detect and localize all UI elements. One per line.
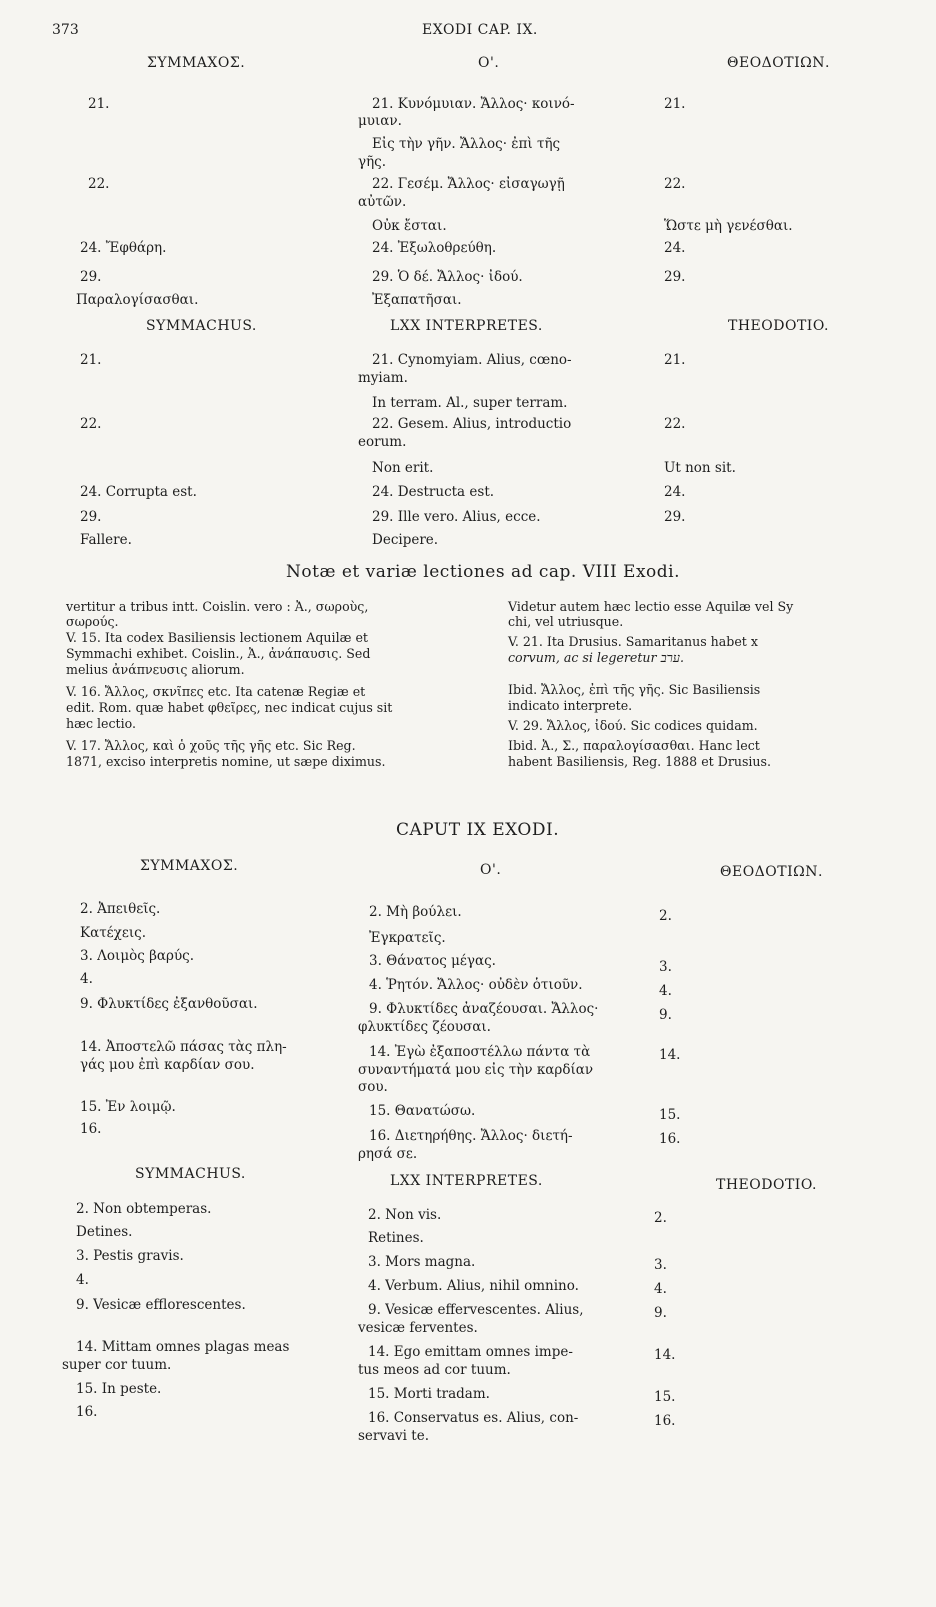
sec1-la-lxx-line: 29. Ille vero. Alius, ecce.	[372, 509, 541, 525]
sec2-lxx-line: 16. Διετηρήθης. Ἄλλος· διετή-	[369, 1128, 573, 1144]
sec2-la-sym-line: super cor tuum.	[62, 1357, 172, 1373]
caput-title: CAPUT IX EXODI.	[396, 820, 560, 840]
sec2-theo-line: 15.	[659, 1107, 681, 1123]
notes-right-line: Ibid. Ἀ., Σ., παραλογίσασθαι. Hanc lect	[508, 738, 760, 753]
notes-left-line: Symmachi exhibet. Coislin., Ἀ., ἀνάπαυσις. Sed	[66, 646, 371, 661]
sec2-sym-line: 4.	[80, 971, 93, 987]
notes-right-line: Videtur autem hæc lectio esse Aquilæ vel Sy	[508, 599, 794, 614]
sec1-gk-head-theodotion: ΘΕΟΔΟΤΙΩΝ.	[727, 55, 830, 71]
sec2-gk-head-theodotion: ΘΕΟΔΟΤΙΩΝ.	[720, 864, 823, 880]
sec2-la-lxx-line: 16. Conservatus es. Alius, con-	[368, 1410, 579, 1426]
notes-left-line: edit. Rom. quæ habet φθεῖρες, nec indicat cujus sit	[66, 700, 393, 715]
sec2-theo-line: 2.	[659, 908, 672, 924]
sec2-la-lxx-line: vesicæ ferventes.	[358, 1320, 478, 1336]
page-number: 373	[52, 22, 79, 38]
notes-right-line: indicato interprete.	[508, 698, 633, 713]
sec2-la-sym-line: 16.	[76, 1404, 98, 1420]
sec2-la-theo-line: 16.	[654, 1413, 676, 1429]
sec2-lxx-line: φλυκτίδες ζέουσαι.	[358, 1019, 491, 1035]
sec2-lxx-line: 14. Ἐγὼ ἐξαποστέλλω πάντα τὰ	[369, 1044, 591, 1060]
sec1-lxx-line: Εἰς τὴν γῆν. Ἄλλος· ἐπὶ τῆς	[372, 136, 561, 152]
sec2-la-lxx-line: Retines.	[368, 1230, 424, 1246]
sec1-sym-line: Παραλογίσασθαι.	[76, 292, 199, 308]
sec1-theo-line: 22.	[664, 176, 686, 192]
sec2-lxx-line: 2. Μὴ βούλει.	[369, 904, 462, 920]
notes-right-line: V. 29. Ἄλλος, ἰδού. Sic codices quidam.	[508, 718, 758, 733]
sec1-la-lxx-line: 21. Cynomyiam. Alius, cœno-	[372, 352, 572, 368]
sec2-sym-line: 9. Φλυκτίδες ἐξανθοῦσαι.	[80, 996, 258, 1012]
notes-right-line: Ibid. Ἄλλος, ἐπὶ τῆς γῆς. Sic Basiliensis	[508, 682, 761, 697]
notes-right-line: corvum, ac si legeretur ערב.	[508, 650, 684, 665]
sec2-lxx-line: 3. Θάνατος μέγας.	[369, 953, 496, 969]
sec1-la-sym-line: 21.	[80, 352, 102, 368]
sec2-la-lxx-line: 3. Mors magna.	[368, 1254, 476, 1270]
notes-left-line: melius ἀνάπνευσις aliorum.	[66, 662, 245, 677]
sec2-theo-line: 16.	[659, 1131, 681, 1147]
notes-left-line: V. 15. Ita codex Basiliensis lectionem Aquilæ et	[66, 630, 368, 645]
sec1-la-head-theodotio: THEODOTIO.	[728, 318, 829, 334]
sec2-lxx-line: σου.	[358, 1079, 388, 1095]
sec1-lxx-line: Ἐξαπατῆσαι.	[372, 292, 462, 308]
notes-left-line: σωρούς.	[66, 614, 119, 629]
sec2-lxx-line: 9. Φλυκτίδες ἀναζέουσαι. Ἄλλος·	[369, 1001, 599, 1017]
sec1-theo-line: Ὥστε μὴ γενέσθαι.	[664, 218, 793, 234]
sec1-theo-line: 29.	[664, 269, 686, 285]
sec1-theo-line: 21.	[664, 96, 686, 112]
sec2-la-head-symmachus: SYMMACHUS.	[135, 1166, 246, 1182]
sec2-la-theo-line: 4.	[654, 1281, 667, 1297]
sec1-sym-line: 24. Ἔφθάρη.	[80, 240, 167, 256]
sec2-la-sym-line: 9. Vesicæ efflorescentes.	[76, 1297, 246, 1313]
sec2-lxx-line: συναντήματά μου εἰς τὴν καρδίαν	[358, 1062, 594, 1078]
notes-right-line: V. 21. Ita Drusius. Samaritanus habet x	[508, 634, 758, 649]
sec2-la-sym-line: Detines.	[76, 1224, 133, 1240]
sec1-gk-head-lxx: Ο'.	[478, 55, 500, 71]
sec2-la-sym-line: 14. Mittam omnes plagas meas	[76, 1339, 290, 1355]
sec2-la-lxx-line: 9. Vesicæ effervescentes. Alius,	[368, 1302, 584, 1318]
sec2-sym-line: γάς μου ἐπὶ καρδίαν σου.	[80, 1057, 255, 1073]
sec2-sym-line: 16.	[80, 1121, 102, 1137]
sec1-la-theo-line: 24.	[664, 484, 686, 500]
notes-left-line: V. 17. Ἄλλος, καὶ ὁ χοῦς τῆς γῆς etc. Sic Reg.	[66, 738, 356, 753]
sec1-lxx-line: αὐτῶν.	[358, 194, 407, 210]
sec1-la-lxx-line: 22. Gesem. Alius, introductio	[372, 416, 572, 432]
sec2-sym-line: 3. Λοιμὸς βαρύς.	[80, 948, 195, 964]
sec2-la-sym-line: 3. Pestis gravis.	[76, 1248, 184, 1264]
sec2-la-theo-line: 14.	[654, 1347, 676, 1363]
sec2-sym-line: 2. Ἀπειθεῖς.	[80, 901, 161, 917]
sec2-lxx-line: ρησά σε.	[358, 1146, 418, 1162]
sec1-la-lxx-line: 24. Destructa est.	[372, 484, 495, 500]
sec2-la-lxx-line: 2. Non vis.	[368, 1207, 442, 1223]
sec1-la-head-symmachus: SYMMACHUS.	[146, 318, 257, 334]
notes-title: Notæ et variæ lectiones ad cap. VIII Exodi.	[286, 562, 681, 582]
sec1-lxx-line: 22. Γεσέμ. Ἄλλος· εἰσαγωγῇ	[372, 176, 565, 192]
notes-right-line: chi, vel utriusque.	[508, 614, 624, 629]
sec2-la-head-lxx: LXX INTERPRETES.	[390, 1173, 543, 1189]
sec2-sym-line: 14. Ἀποστελῶ πάσας τὰς πλη-	[80, 1039, 287, 1055]
sec2-gk-head-symmachus: ΣΥΜΜΑΧΟΣ.	[140, 858, 239, 874]
sec1-la-sym-line: 29.	[80, 509, 102, 525]
sec1-la-sym-line: Fallere.	[80, 532, 132, 548]
running-head: EXODI CAP. IX.	[422, 22, 538, 38]
sec2-la-lxx-line: 4. Verbum. Alius, nihil omnino.	[368, 1278, 579, 1294]
notes-left-line: V. 16. Ἄλλος, σκνῖπες etc. Ita catenæ Regiæ et	[66, 684, 366, 699]
sec1-lxx-line: μυιαν.	[358, 113, 402, 129]
sec2-theo-line: 9.	[659, 1007, 672, 1023]
sec1-la-lxx-line: In terram. Al., super terram.	[372, 395, 568, 411]
sec2-la-lxx-line: tus meos ad cor tuum.	[358, 1362, 511, 1378]
notes-left-line: hæc lectio.	[66, 716, 136, 731]
sec2-la-sym-line: 15. In peste.	[76, 1381, 162, 1397]
sec1-la-lxx-line: eorum.	[358, 434, 407, 450]
sec1-theo-line: 24.	[664, 240, 686, 256]
sec2-lxx-line: 4. Ῥητόν. Ἄλλος· οὐδὲν ὁτιοῦν.	[369, 977, 583, 993]
sec2-theo-line: 14.	[659, 1047, 681, 1063]
notes-right-line: habent Basiliensis, Reg. 1888 et Drusius.	[508, 754, 772, 769]
sec2-theo-line: 3.	[659, 959, 672, 975]
sec1-la-theo-line: 22.	[664, 416, 686, 432]
sec1-lxx-line: Οὐκ ἔσται.	[372, 218, 447, 234]
sec2-la-head-theodotio: THEODOTIO.	[716, 1177, 817, 1193]
sec1-sym-line: 29.	[80, 269, 102, 285]
sec2-theo-line: 4.	[659, 983, 672, 999]
sec1-lxx-line: γῆς.	[358, 154, 387, 170]
sec2-sym-line: Κατέχεις.	[80, 925, 146, 941]
sec2-la-theo-line: 9.	[654, 1305, 667, 1321]
sec1-la-lxx-line: myiam.	[358, 370, 408, 386]
sec1-lxx-line: 29. Ὁ δέ. Ἄλλος· ἰδού.	[372, 269, 523, 285]
sec1-sym-line: 21.	[88, 96, 110, 112]
sec1-la-lxx-line: Decipere.	[372, 532, 439, 548]
sec1-la-lxx-line: Non erit.	[372, 460, 434, 476]
notes-left-line: 1871, exciso interpretis nomine, ut sæpe diximus.	[66, 754, 386, 769]
sec1-lxx-line: 24. Ἐξωλοθρεύθη.	[372, 240, 497, 256]
sec1-lxx-line: 21. Κυνόμυιαν. Ἄλλος· κοινό-	[372, 96, 575, 112]
sec2-la-sym-line: 2. Non obtemperas.	[76, 1201, 212, 1217]
sec2-la-lxx-line: servavi te.	[358, 1428, 429, 1444]
sec1-la-theo-line: Ut non sit.	[664, 460, 736, 476]
notes-left-line: vertitur a tribus intt. Coislin. vero : Ἀ., σωροὺς,	[66, 599, 369, 614]
sec1-la-sym-line: 24. Corrupta est.	[80, 484, 197, 500]
sec2-sym-line: 15. Ἐν λοιμῷ.	[80, 1099, 176, 1115]
sec1-la-theo-line: 29.	[664, 509, 686, 525]
sec2-lxx-line: 15. Θανατώσω.	[369, 1103, 476, 1119]
sec2-la-lxx-line: 15. Morti tradam.	[368, 1386, 490, 1402]
sec2-la-sym-line: 4.	[76, 1272, 89, 1288]
sec1-la-sym-line: 22.	[80, 416, 102, 432]
sec2-lxx-line: Ἐγκρατεῖς.	[369, 930, 446, 946]
sec1-gk-head-symmachus: ΣΥΜΜΑΧΟΣ.	[147, 55, 246, 71]
sec1-la-head-lxx: LXX INTERPRETES.	[390, 318, 543, 334]
sec1-la-theo-line: 21.	[664, 352, 686, 368]
sec1-sym-line: 22.	[88, 176, 110, 192]
sec2-la-theo-line: 2.	[654, 1210, 667, 1226]
sec2-gk-head-lxx: Ο'.	[480, 862, 502, 878]
sec2-la-theo-line: 3.	[654, 1257, 667, 1273]
sec2-la-lxx-line: 14. Ego emittam omnes impe-	[368, 1344, 573, 1360]
sec2-la-theo-line: 15.	[654, 1389, 676, 1405]
